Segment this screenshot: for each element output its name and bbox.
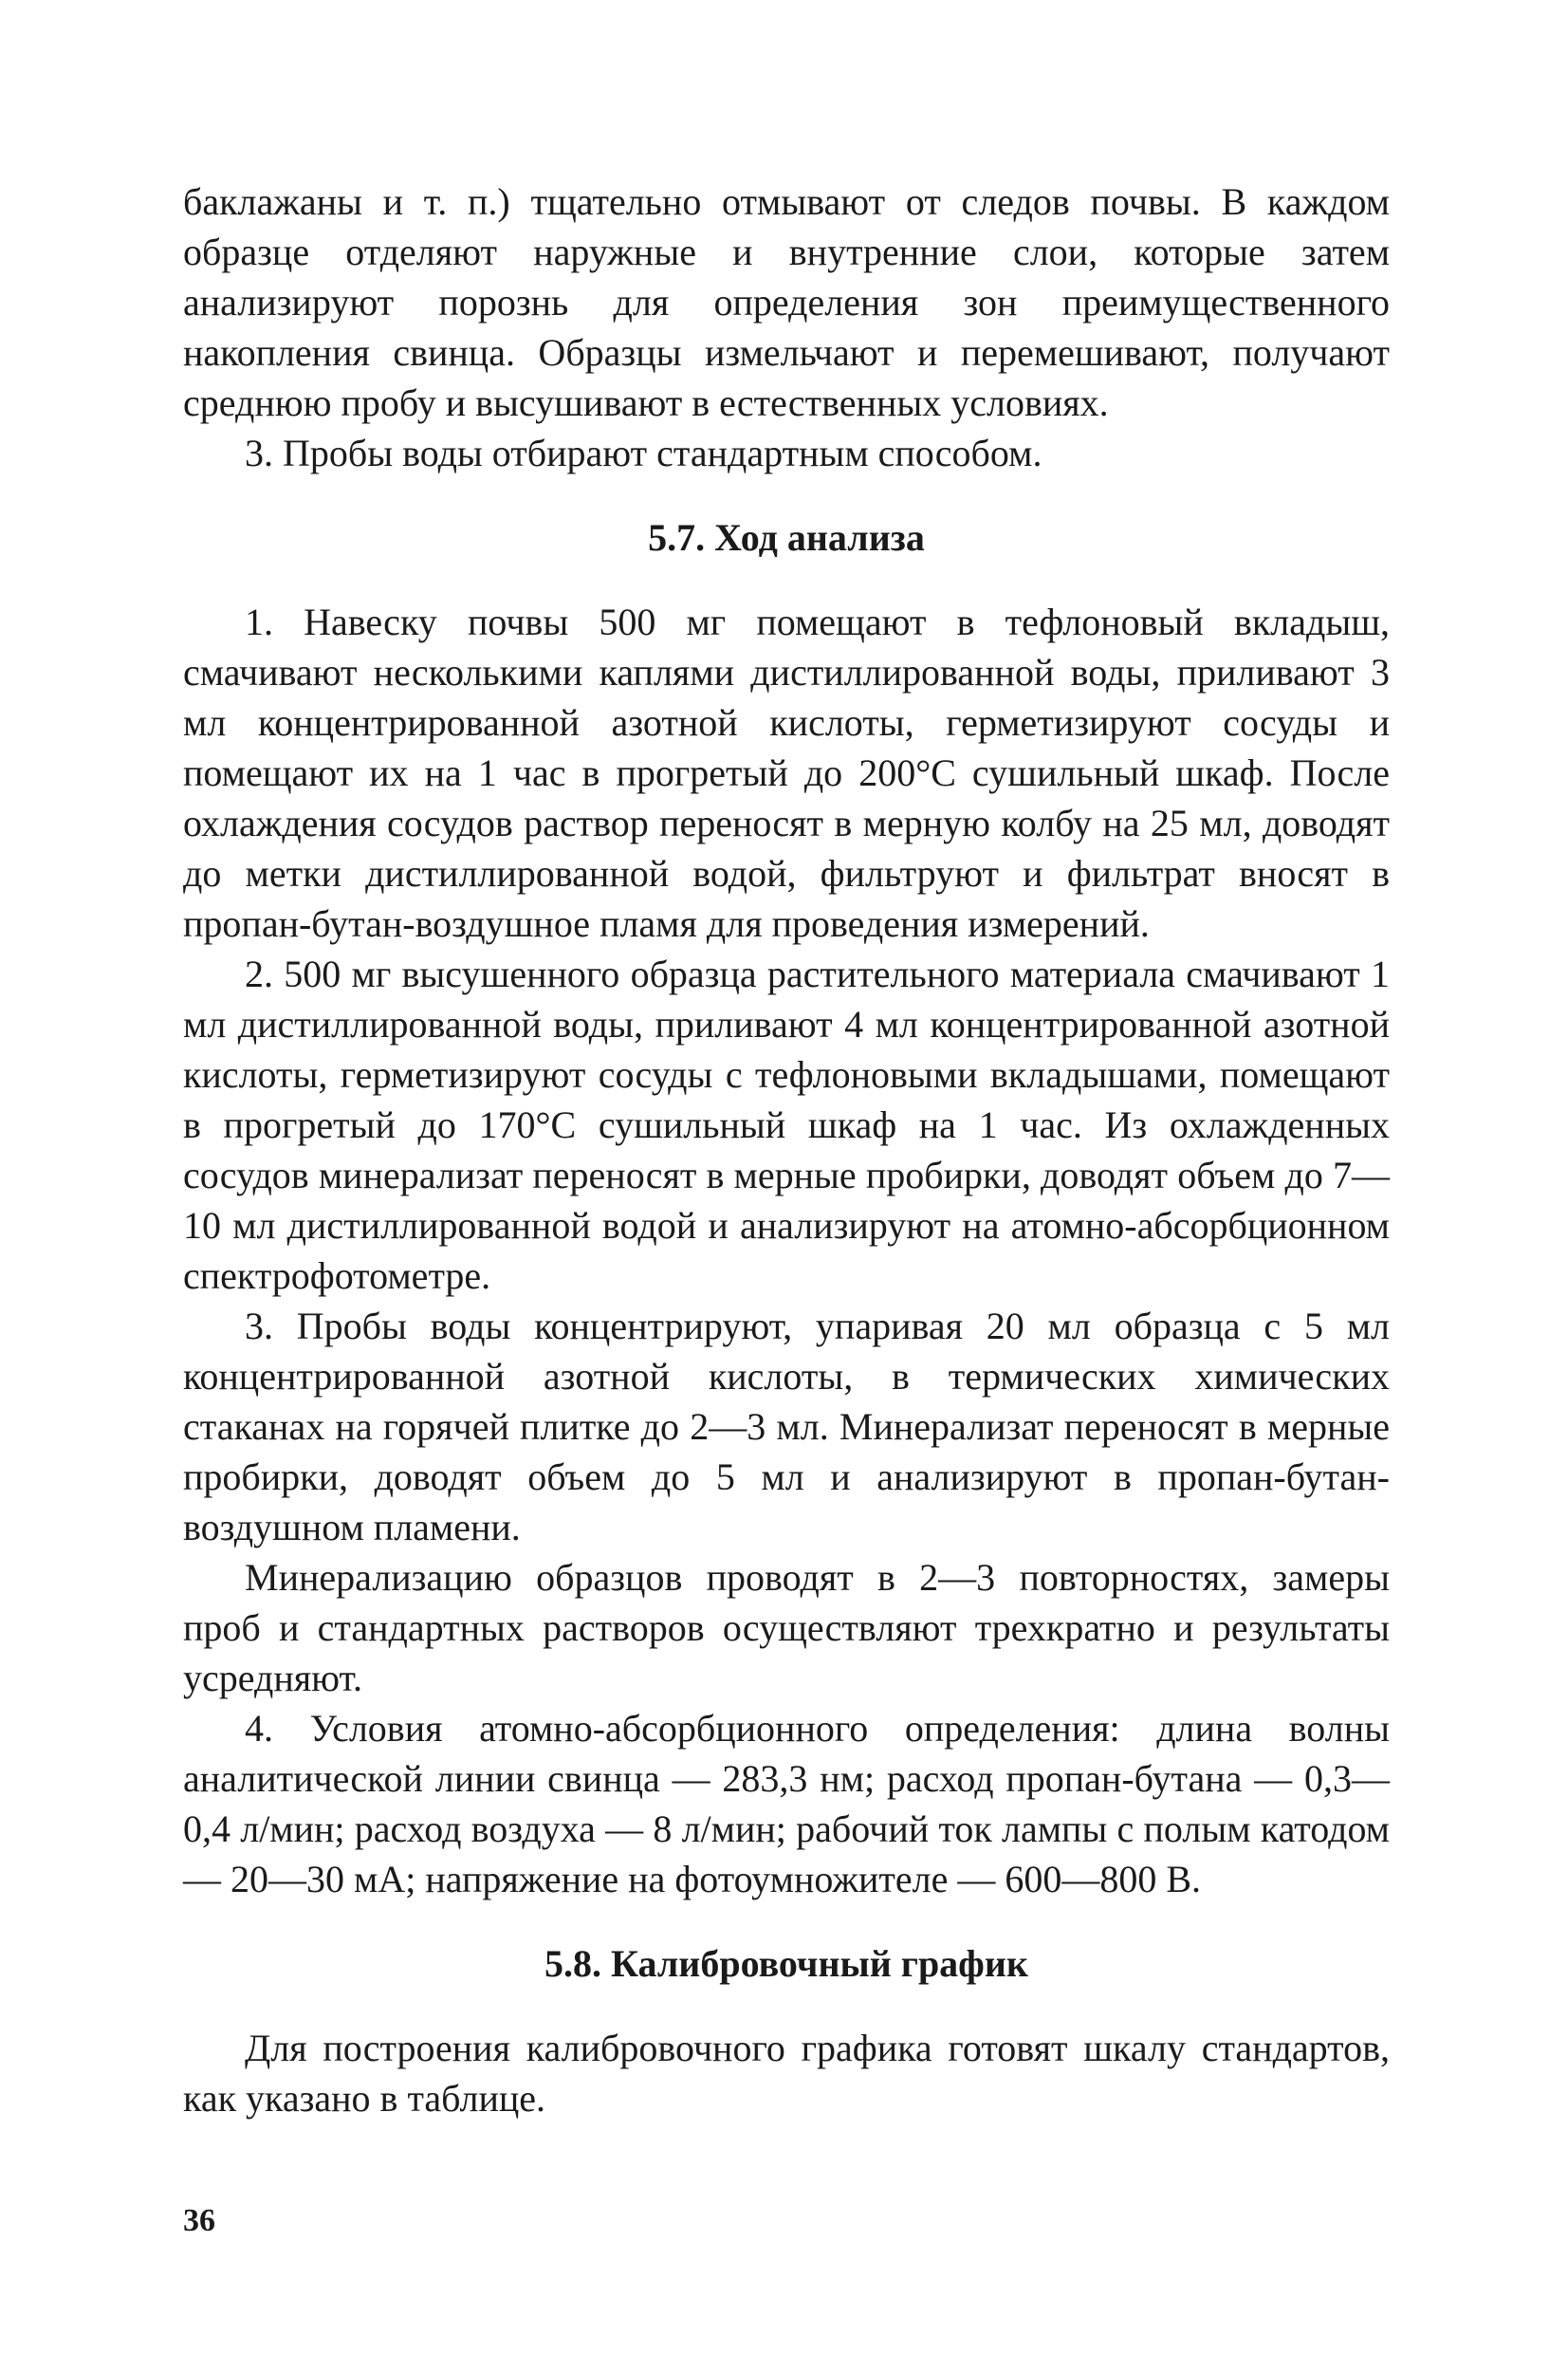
section-5-7-body: [183, 597, 1390, 1904]
section-5-8-body: [183, 2023, 1390, 2123]
section-5-7-item-3: 3. Пробы воды концентрируют, упаривая 20 мл образца с 5 мл концентрированной азотной кислоты, в термических химических стаканах на горячей плитке до 2—3 мл. Минерализат переносят в мерные пробирки, доводят объем до 5 мл и анализируют в пропан-бутан-воздушном пламени.: [183, 1305, 1390, 1548]
section-5-8-title: 5.8. Калибровочный график: [544, 1942, 1028, 1985]
section-5-7-note: Минерализацию образцов проводят в 2—3 повторностях, замеры проб и стандартных растворов осуществляют трехкратно и результаты усредняют.: [183, 1556, 1390, 1699]
section-5-7-title: 5.7. Ход анализа: [648, 516, 925, 559]
intro-block: [183, 176, 1390, 478]
intro-paragraph: баклажаны и т. п.) тщательно отмывают от следов почвы. В каждом образце отделяют наружные и внутренние слои, которые затем анализируют порознь для определения зон преимущественного накопления свинца. Образцы измельчают и перемешивают, получают среднюю пробу и высушивают в естественных условиях.: [183, 180, 1390, 424]
page-number: 36: [183, 2203, 215, 2238]
section-5-7-item-4: 4. Условия атомно-абсорбционного определения: длина волны аналитической линии свинца — 283,3 нм; расход пропан-бутана — 0,3—0,4 л/мин; расход воздуха — 8 л/мин; рабочий ток лампы с полым катодом — 20—30 мА; напряжение на фотоумножителе — 600—800 В.: [183, 1707, 1390, 1900]
section-5-8-paragraph: Для построения калибровочного графика готовят шкалу стандартов, как указано в таблице.: [183, 2027, 1390, 2120]
intro-item-3: 3. Пробы воды отбирают стандартным способом.: [245, 432, 1042, 474]
section-5-7-item-2: 2. 500 мг высушенного образца растительного материала смачивают 1 мл дистиллированной воды, приливают 4 мл концентрированной азотной кислоты, герметизируют сосуды с тефлоновыми вкладышами, помещают в прогретый до 170°С сушильный шкаф на 1 час. Из охлажденных сосудов минерализат переносят в мерные пробирки, доводят объем до 7—10 мл дистиллированной водой и анализируют на атомно-абсорбционном спектрофотометре.: [183, 953, 1390, 1297]
section-5-7-item-1: 1. Навеску почвы 500 мг помещают в тефлоновый вкладыш, смачивают несколькими каплями дистиллированной воды, приливают 3 мл концентрированной азотной кислоты, герметизируют сосуды и помещают их на 1 час в прогретый до 200°С сушильный шкаф. После охлаждения сосудов раствор переносят в мерную колбу на 25 мл, доводят до метки дистиллированной водой, фильтруют и фильтрат вносят в пропан-бутан-воздушное пламя для проведения измерений.: [183, 601, 1390, 945]
